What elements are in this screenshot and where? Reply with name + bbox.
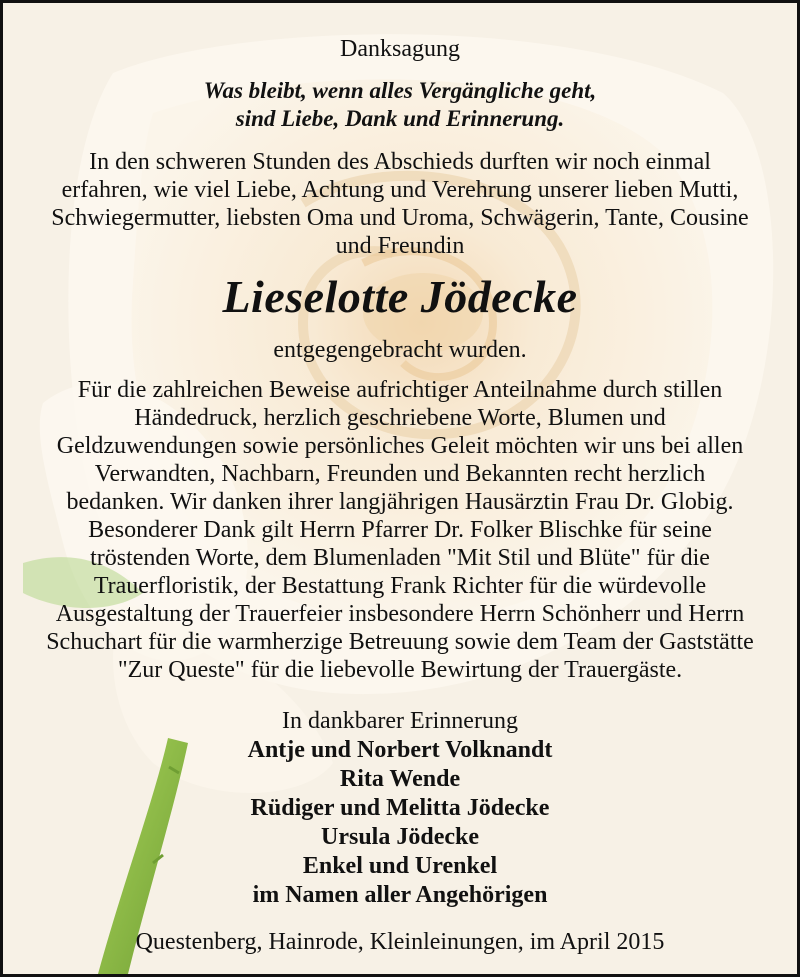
deceased-name: Lieselotte Jödecke [222,271,578,322]
body-line: Trauerfloristik, der Bestattung Frank Richter für die würdevolle [93,573,707,599]
signatory: Antje und Norbert Volknandt [247,737,553,763]
place-and-date: Questenberg, Hainrode, Kleinleinungen, im April 2015 [135,929,665,955]
motto-line-1: Was bleibt, wenn alles Vergängliche geht, [203,78,597,103]
motto-line-2: sind Liebe, Dank und Erinnerung. [235,106,565,131]
intro-line: Schwiegermutter, liebsten Oma und Uroma, Schwägerin, Tante, Cousine [51,205,749,231]
body-line: Für die zahlreichen Beweise aufrichtiger Anteilnahme durch stillen [77,377,723,403]
body-line: "Zur Queste" für die liebevolle Bewirtung der Trauergäste. [117,657,683,683]
body-line: Schuchart für die warmherzige Betreuung sowie dem Team der Gaststätte [46,629,754,655]
intro-line: In den schweren Stunden des Abschieds durften wir noch einmal [89,149,711,175]
signatory: im Namen aller Angehörigen [252,882,548,908]
body-line: Ausgestaltung der Trauerfeier insbesondere Herrn Schönherr und Herrn [55,601,745,627]
signatory: Rita Wende [339,766,461,792]
signatory: Ursula Jödecke [321,824,479,850]
body-line: tröstenden Worte, dem Blumenladen "Mit Stil und Blüte" für die [90,545,710,571]
body-line: Händedruck, herzlich geschriebene Worte, Blumen und [134,405,666,431]
body-line: Besonderer Dank gilt Herrn Pfarrer Dr. Folker Blischke für seine [88,517,712,543]
body-line: Verwandten, Nachbarn, Freunden und Bekannten recht herzlich [94,461,706,487]
signatory: Rüdiger und Melitta Jödecke [250,795,550,821]
signatory: Enkel und Urenkel [302,853,498,879]
intro-line: und Freundin [335,233,465,259]
intro-line: erfahren, wie viel Liebe, Achtung und Verehrung unserer lieben Mutti, [61,177,739,203]
body-line: bedanken. Wir danken ihrer langjährigen Hausärztin Frau Dr. Globig. [66,489,734,515]
closing-text: In dankbarer Erinnerung [282,708,518,734]
body-line: Geldzuwendungen sowie persönliches Geleit möchten wir uns bei allen [56,433,744,459]
notice-text [3,3,797,974]
heading: Danksagung [340,36,460,62]
after-name-text: entgegengebracht wurden. [273,337,527,363]
